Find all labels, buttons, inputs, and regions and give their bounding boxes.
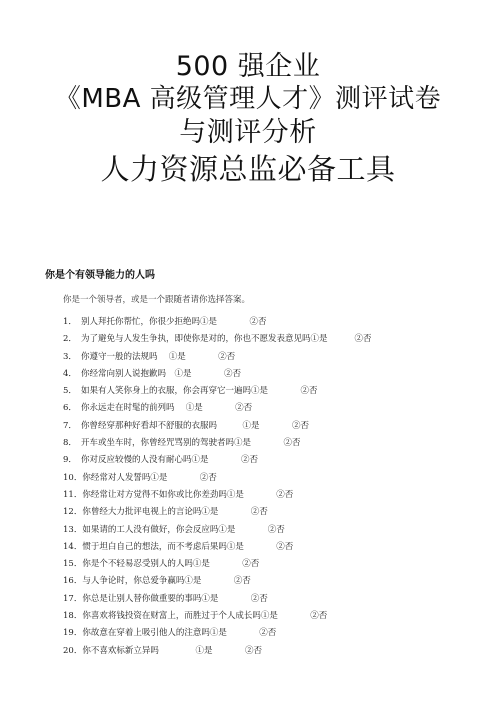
- question-item: [63, 539, 372, 556]
- answer-option-no: ②否: [250, 507, 268, 518]
- question-text: 惯于坦白自己的想法，而不考虑后果吗①是: [82, 541, 244, 552]
- title-line-4: 人力资源总监必备工具: [100, 152, 396, 186]
- answer-option-no: ②否: [300, 386, 318, 397]
- answer-option-no: ②否: [283, 438, 301, 449]
- answer-spacing: [244, 542, 276, 552]
- question-item: [63, 504, 372, 521]
- question-number: 4．: [63, 368, 77, 379]
- question-text: 如果请的工人没有做好，你会反应吗①是: [82, 524, 236, 535]
- answer-spacing: [218, 594, 250, 604]
- answer-spacing: [210, 559, 242, 569]
- question-item: [63, 470, 372, 487]
- answer-spacing: [217, 317, 249, 327]
- answer-option-no: ②否: [354, 334, 372, 345]
- answer-option-no: ②否: [240, 455, 258, 466]
- question-text: 如果有人笑你身上的衣服，你会再穿它一遍吗①是: [81, 386, 269, 397]
- question-number: 12．: [63, 507, 83, 518]
- question-number: 7．: [63, 420, 77, 431]
- question-number: 19．: [63, 628, 83, 639]
- answer-spacing: [203, 403, 235, 413]
- answer-option-no: ②否: [276, 489, 294, 500]
- title-line-2: 《MBA 高级管理人才》测评试卷: [54, 84, 442, 114]
- question-item: [63, 452, 372, 469]
- answer-option-no: ②否: [267, 524, 285, 535]
- question-number: 18．: [63, 611, 83, 622]
- answer-option-no: ②否: [235, 403, 253, 414]
- question-text: 你总是让别人替你做重要的事吗①是: [82, 593, 219, 604]
- question-item: [63, 418, 372, 435]
- question-number: 11．: [63, 489, 83, 500]
- answer-option-no: ②否: [310, 611, 328, 622]
- answer-option-no: ②否: [233, 576, 251, 587]
- question-item: [63, 625, 372, 642]
- answer-spacing: [218, 507, 250, 517]
- question-item: [63, 522, 372, 539]
- answer-option-no: ②否: [259, 628, 277, 639]
- answer-spacing: [328, 334, 355, 344]
- question-number: 13．: [63, 524, 83, 535]
- question-number: 16．: [63, 576, 83, 587]
- answer-spacing: [213, 646, 245, 656]
- question-item: [63, 487, 372, 504]
- answer-spacing: [244, 490, 276, 500]
- question-item: [63, 366, 372, 383]
- question-text: 别人拜托你帮忙，你很少拒绝吗①是: [81, 317, 218, 327]
- answer-option-no: ②否: [244, 645, 262, 656]
- title-block: [0, 50, 496, 188]
- title-line-3: 与测评分析: [179, 117, 317, 148]
- question-text: 你遵守一般的法规吗 ①是: [81, 351, 186, 362]
- question-text: 你喜欢将钱投资在财富上，而胜过于个人成长吗①是: [82, 611, 278, 622]
- question-text: 你对反应较慢的人没有耐心吗①是: [81, 455, 209, 466]
- answer-spacing: [260, 421, 292, 431]
- answer-option-no: ②否: [218, 351, 236, 362]
- question-list: [63, 314, 372, 660]
- answer-option-no: ②否: [250, 593, 268, 604]
- question-text: 你经常让对方觉得不如你或比你差劲吗①是: [82, 489, 244, 500]
- question-number: 8．: [63, 438, 77, 449]
- question-number: 20．: [63, 645, 83, 656]
- question-text: 你故意在穿着上吸引他人的注意吗①是: [82, 628, 227, 639]
- question-item: [63, 435, 372, 452]
- question-item: [63, 383, 372, 400]
- question-item: [63, 573, 372, 590]
- question-number: 6．: [63, 403, 77, 414]
- answer-spacing: [192, 369, 224, 379]
- question-number: 5．: [63, 386, 77, 397]
- answer-spacing: [167, 473, 199, 483]
- question-number: 15．: [63, 559, 83, 570]
- answer-spacing: [201, 576, 233, 586]
- question-number: 10．: [63, 472, 83, 483]
- title-line-1: 500 强企业: [175, 51, 321, 82]
- answer-option-no: ②否: [291, 420, 309, 431]
- question-item: [63, 556, 372, 573]
- answer-spacing: [251, 438, 283, 448]
- question-text: 你曾经穿那种好看却不舒服的衣服吗 ①是: [81, 420, 260, 431]
- question-number: 1．: [63, 317, 77, 327]
- question-number: 14．: [63, 541, 83, 552]
- answer-option-no: ②否: [276, 541, 294, 552]
- question-number: 17．: [63, 593, 83, 604]
- answer-spacing: [186, 352, 218, 362]
- question-item: [63, 400, 372, 417]
- answer-spacing: [268, 386, 300, 396]
- question-item: [63, 608, 372, 625]
- answer-spacing: [278, 611, 310, 621]
- answer-option-no: ②否: [199, 472, 217, 483]
- question-text: 与人争论时，你总爱争赢吗①是: [82, 576, 202, 587]
- question-text: 你经常向别人说抱歉吗 ①是: [81, 368, 192, 379]
- question-number: 3．: [63, 351, 77, 362]
- question-item: [63, 314, 372, 331]
- question-text: 你不喜欢标新立异吗 ①是: [82, 645, 213, 656]
- question-number: 9．: [63, 455, 77, 466]
- question-text: 你永远走在时髦的前列吗 ①是: [81, 403, 203, 414]
- question-item: [63, 349, 372, 366]
- answer-spacing: [227, 628, 259, 638]
- question-number: 2．: [63, 334, 77, 345]
- question-item: [63, 331, 372, 348]
- question-text: 为了避免与人发生争执，即使你是对的，你也不愿发表意见吗①是: [81, 334, 328, 345]
- question-item: [63, 591, 372, 608]
- section-intro: 你是一个领导者，或是一个跟随者请你选择答案。: [63, 295, 251, 305]
- section-heading: 你是个有领导能力的人吗: [45, 270, 155, 281]
- answer-spacing: [209, 455, 241, 465]
- question-text: 你曾经大力批评电视上的言论吗①是: [82, 507, 219, 518]
- question-text: 你是个不轻易忍受别人的人吗①是: [82, 559, 210, 570]
- answer-option-no: ②否: [223, 368, 241, 379]
- answer-option-no: ②否: [242, 559, 260, 570]
- answer-spacing: [235, 525, 267, 535]
- question-text: 开车或坐车时，你曾经咒骂别的驾驶者吗①是: [81, 438, 252, 449]
- question-item: [63, 643, 372, 660]
- question-text: 你经常对人发誓吗①是: [82, 472, 168, 483]
- answer-option-no: ②否: [249, 317, 267, 327]
